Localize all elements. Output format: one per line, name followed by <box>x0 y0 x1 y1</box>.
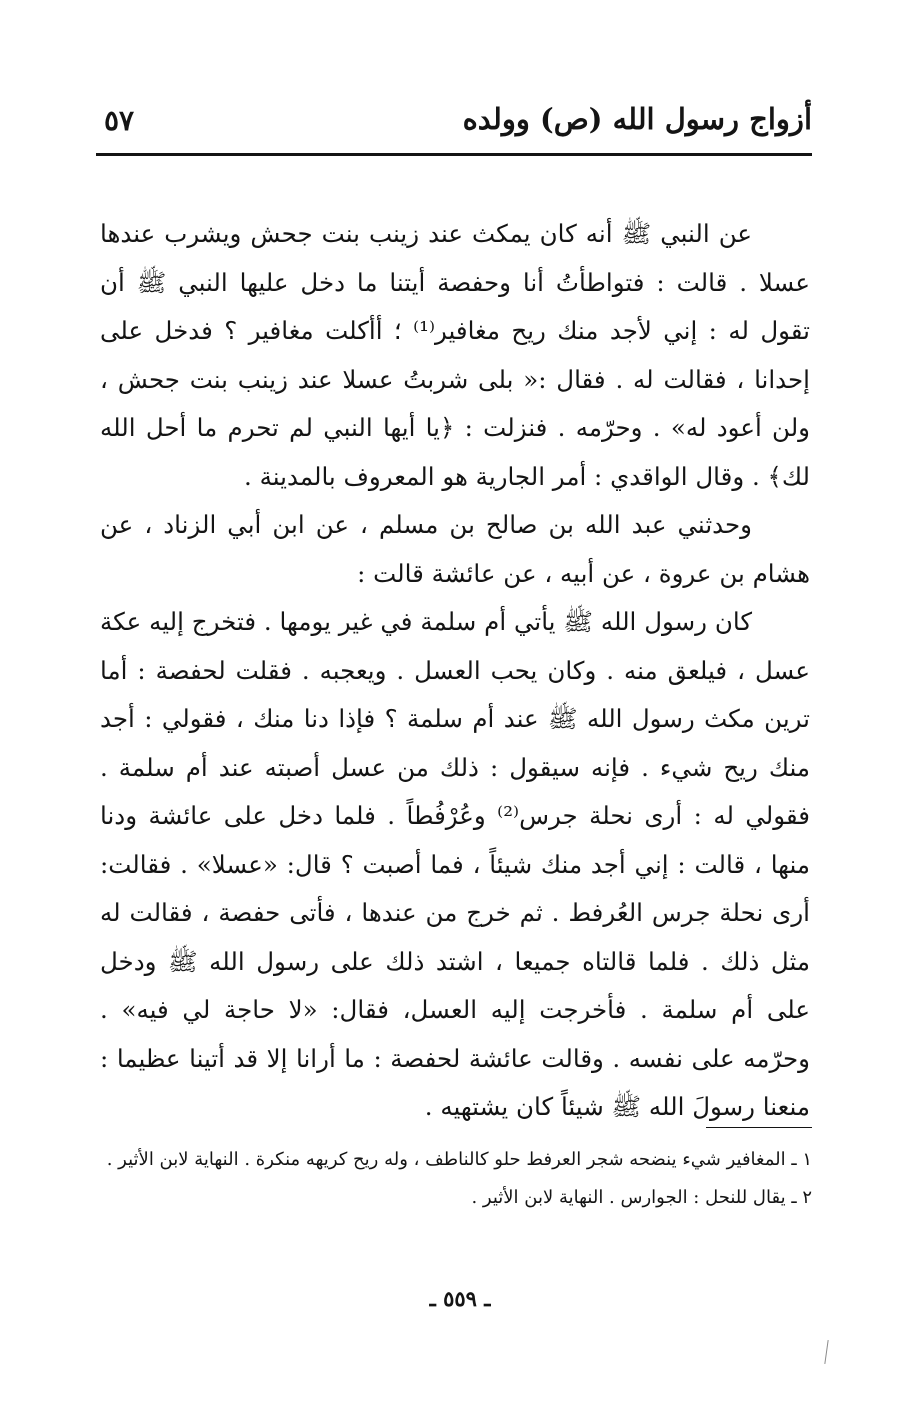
folio-page-number: ـ ٥٥٩ ـ <box>429 1286 491 1311</box>
header-rule <box>96 153 812 156</box>
footnotes <box>100 1144 812 1220</box>
footnote-2: ٢ ـ يقال للنحل : الجوارس . النهاية لابن الأثير . <box>471 1187 812 1208</box>
paragraph-3: كان رسول الله ﷺ يأتي أم سلمة في غير يومها . فتخرج إليه عكة عسل ، فيلعق منه . وكان يحب العسل . ويعجبه . فقلت لحفصة : أما ترين مكث رسول الله ﷺ عند أم سلمة ؟ فإذا دنا منك ، فقولي : أجد منك ريح شيء . فإنه سيقول : ذلك من عسل أصبته عند أم سلمة . فقولي له : أرى نحلة جرس⁽²⁾ وعُرْفُطاً . فلما دخل على عائشة ودنا منها ، قالت : إني أجد منك شيئاً ، فما أصبت ؟ قال: «عسلا» . فقالت: أرى نحلة جرس العُرفط . ثم خرج من عندها ، فأتى حفصة ، فقالت له مثل ذلك . فلما قالتاه جميعا ، اشتد ذلك على رسول الله ﷺ ودخل على أم سلمة . فأخرجت إليه العسل، فقال: «لا حاجة لي فيه» . وحرّمه على نفسه . وقالت عائشة لحفصة : ما أرانا إلا قد أتينا عظيما : منعنا رسولَ الله ﷺ شيئاً كان يشتهيه . <box>100 607 810 1121</box>
paragraph-1: عن النبي ﷺ أنه كان يمكث عند زينب بنت جحش ويشرب عندها عسلا . قالت : فتواطأتُ أنا وحفصة أيتنا ما دخل عليها النبي ﷺ أن تقول له : إني لأجد منك ريح مغافير⁽¹⁾ ؛ أأكلت مغافير ؟ فدخل على إحدانا ، فقالت له . فقال :« بلى شربتُ عسلا عند زينب بنت جحش ، ولن أعود له» . وحرّمه . فنزلت : ﴿يا أيها النبي لم تحرم ما أحل الله لك﴾ . وقال الواقدي : أمر الجارية هو المعروف بالمدينة . <box>100 219 810 491</box>
header-page-number: ٥٧ <box>104 104 135 137</box>
footnote-separator <box>706 1127 812 1128</box>
main-text <box>100 210 810 1132</box>
scan-mark <box>824 1340 828 1364</box>
footnote-1: ١ ـ المغافير شيء ينضحه شجر العرفط حلو كالناطف ، وله ريح كريهه منكرة . النهاية لابن الأثير . <box>106 1149 812 1170</box>
running-header <box>96 100 812 148</box>
paragraph-2: وحدثني عبد الله بن صالح بن مسلم ، عن ابن أبي الزناد ، عن هشام بن عروة ، عن أبيه ، عن عائشة قالت : <box>100 510 810 588</box>
running-title: أزواج رسول الله (ص) وولده <box>462 102 812 136</box>
